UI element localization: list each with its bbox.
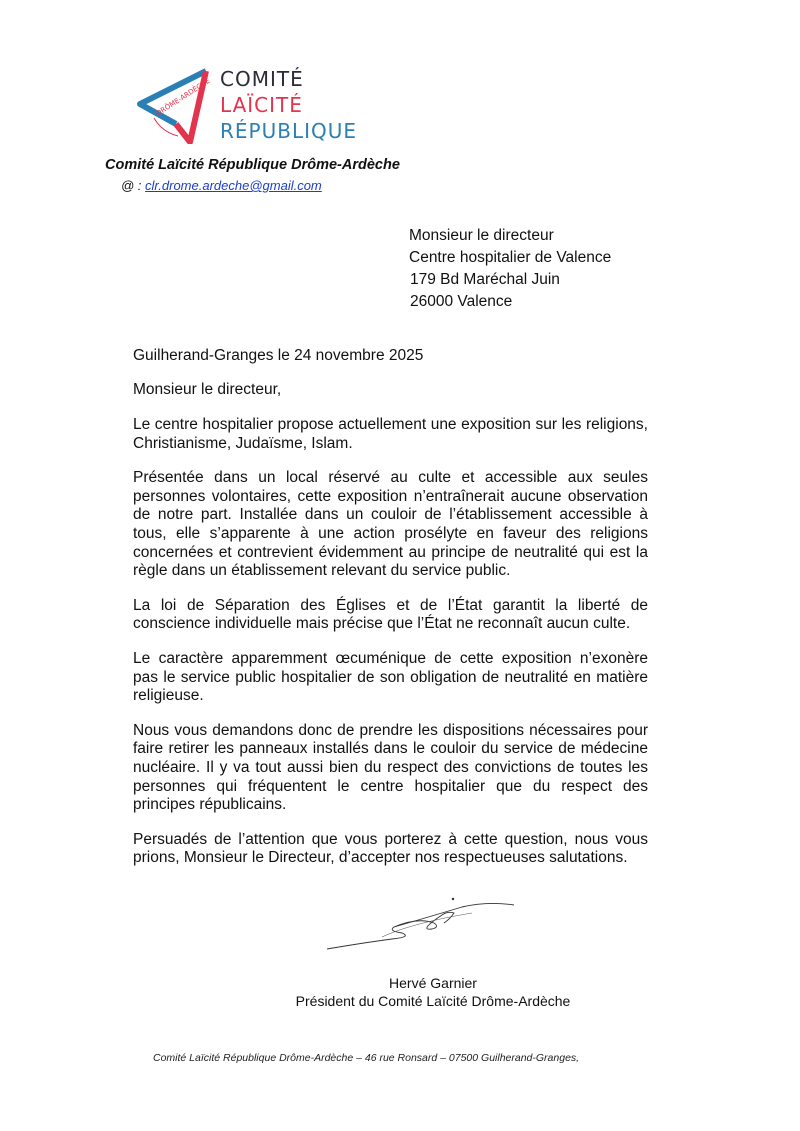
body-paragraph: Le caractère apparemment œcuménique de cette exposition n’exonère pas le service public hospitalier de son obligation de neutralité en matière religieuse. bbox=[133, 649, 648, 705]
recipient-line: 26000 Valence bbox=[410, 293, 513, 310]
signer-name: Hervé Garnier bbox=[389, 975, 477, 991]
handwritten-signature bbox=[322, 893, 522, 953]
logo-emblem-icon bbox=[132, 66, 222, 144]
recipient-line: 179 Bd Maréchal Juin bbox=[410, 271, 560, 288]
sender-email-link[interactable]: clr.drome.ardeche@gmail.com bbox=[145, 178, 322, 193]
body-paragraph: Présentée dans un local réservé au culte et accessible aux seules personnes volontaires, cette exposition n’entraînerait aucune observation de notre part. Installée dans un couloir de l’établissement accessible à tous, elle s’apparente à une action prosélyte en faveur des religions concernées et contrevient évidemment au principe de neutralité qui est la règle dans un établissement relevant du service public. bbox=[133, 469, 648, 580]
logo-word-laicite: LAÏCITÉ bbox=[220, 93, 303, 117]
logo-wordmark bbox=[220, 66, 357, 144]
body-paragraph: Nous vous demandons donc de prendre les dispositions nécessaires pour faire retirer les panneaux installés dans le couloir du service de médecine nucléaire. Il y va tout aussi bien du respect des convictions de toutes les personnes qui fréquentent le centre hospitalier que du respect des principes républicains. bbox=[133, 721, 648, 814]
email-prefix: @ : bbox=[121, 178, 146, 193]
sender-organization: Comité Laïcité République Drôme-Ardèche bbox=[105, 157, 400, 173]
letter-body bbox=[133, 416, 648, 884]
body-paragraph: Le centre hospitalier propose actuellement une exposition sur les religions, Christianisme, Judaïsme, Islam. bbox=[133, 416, 648, 452]
footer-address: Comité Laïcité République Drôme-Ardèche – 46 rue Ronsard – 07500 Guilherand-Granges, bbox=[153, 1052, 580, 1064]
salutation: Monsieur le directeur, bbox=[133, 381, 282, 398]
recipient-address bbox=[409, 225, 611, 313]
body-paragraph: Persuadés de l’attention que vous porterez à cette question, nous vous prions, Monsieur le Directeur, d’accepter nos respectueuses salutations. bbox=[133, 830, 648, 867]
place-date: Guilherand-Granges le 24 novembre 2025 bbox=[133, 347, 424, 364]
recipient-line: Monsieur le directeur bbox=[409, 227, 554, 244]
logo-word-comite: COMITÉ bbox=[220, 67, 304, 91]
logo-word-republique: RÉPUBLIQUE bbox=[220, 119, 358, 143]
recipient-line: Centre hospitalier de Valence bbox=[409, 249, 612, 266]
sender-email-line bbox=[121, 178, 322, 193]
logo bbox=[132, 66, 382, 146]
logo-emblem-text: DRÔME-ARDÈCHE bbox=[154, 76, 212, 118]
body-paragraph: La loi de Séparation des Églises et de l’État garantit la liberté de conscience individuelle mais précise que l’État ne reconnaît aucun culte. bbox=[133, 596, 648, 633]
signer-block bbox=[288, 974, 578, 1010]
signer-title: Président du Comité Laïcité Drôme-Ardèche bbox=[295, 993, 571, 1009]
